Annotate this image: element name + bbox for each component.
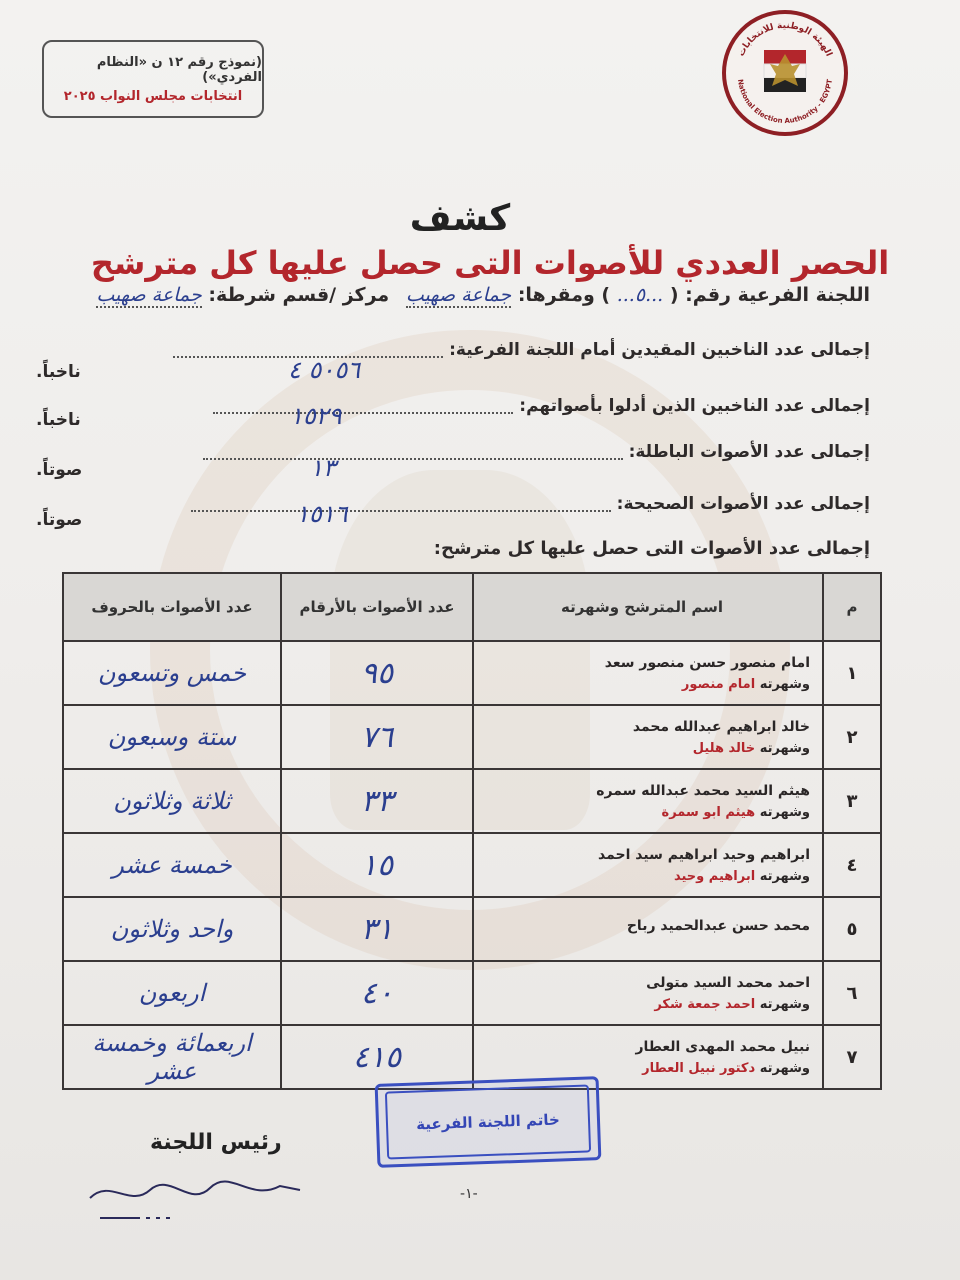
candidate-cell <box>473 769 823 833</box>
candidates-table <box>62 572 882 1090</box>
nea-logo-icon <box>722 10 848 136</box>
votes-words: واحد وثلاثون <box>63 897 281 961</box>
candidate-known-as: وشهرته امام منصور <box>681 676 810 692</box>
total-label: إجمالى عدد الأصوات الصحيحة: <box>616 494 870 514</box>
candidate-cell <box>473 833 823 897</box>
candidate-known-as: وشهرته احمد جمعة شكر <box>654 996 810 1012</box>
committee-stamp <box>375 1076 602 1168</box>
row-num: ٤ <box>823 833 881 897</box>
candidate-cell <box>473 705 823 769</box>
logo-arabic-text: الهيئة الوطنية للانتخابات <box>736 20 834 59</box>
votes-words: خمسة عشر <box>63 833 281 897</box>
table-row <box>63 1025 881 1089</box>
total-label: إجمالى عدد الناخبين المقيدين أمام اللجنة الفرعية: <box>449 340 870 360</box>
committee-line <box>96 284 870 306</box>
table-row <box>63 769 881 833</box>
header-name: اسم المترشح وشهرته <box>473 573 823 641</box>
police-center-label: مركز /قسم شرطة: <box>208 284 390 306</box>
row-num: ٦ <box>823 961 881 1025</box>
candidate-cell <box>473 961 823 1025</box>
candidate-name: خالد ابراهيم عبدالله محمد <box>632 718 810 735</box>
votes-digits: ١٥ <box>281 833 473 897</box>
document-subtitle: الحصر العددي للأصوات التى حصل عليها كل مترشح <box>90 244 890 282</box>
candidate-cell <box>473 897 823 961</box>
candidate-cell <box>473 641 823 705</box>
page-number: -١- <box>460 1186 478 1202</box>
candidate-known-as: وشهرته خالد هليل <box>692 740 810 756</box>
chair-signature-icon <box>80 1168 310 1228</box>
candidate-name: نبيل محمد المهدى العطار <box>635 1038 810 1055</box>
votes-words: ستة وسبعون <box>63 705 281 769</box>
row-num: ٧ <box>823 1025 881 1089</box>
total-value: ٥٠٥٦ ٤ <box>288 356 361 384</box>
votes-digits: ٣١ <box>281 897 473 961</box>
header-num: م <box>823 573 881 641</box>
row-num: ١ <box>823 641 881 705</box>
document-title: كشف <box>409 198 511 239</box>
table-row <box>63 961 881 1025</box>
candidate-name: ابراهيم وحيد ابراهيم سيد احمد <box>598 846 810 863</box>
committee-hq-label: ) ومقرها: <box>517 284 611 306</box>
logo-english-text: National Election Authority - EGYPT <box>736 78 834 126</box>
total-value: ١٥٢٩ <box>290 402 342 430</box>
votes-digits: ٤١٥ <box>281 1025 473 1089</box>
police-center-value: جماعة صهيب <box>96 284 202 306</box>
committee-hq-value: جماعة صهيب <box>405 284 512 306</box>
header-words: عدد الأصوات بالحروف <box>63 573 281 641</box>
votes-words: خمس وتسعون <box>63 641 281 705</box>
committee-chair-label: رئيس اللجنة <box>150 1130 282 1155</box>
total-value: ١٥١٦ <box>296 500 348 528</box>
table-row <box>63 897 881 961</box>
row-num: ٣ <box>823 769 881 833</box>
total-label: إجمالى عدد الناخبين الذين أدلوا بأصواتهم: <box>519 396 870 416</box>
candidate-known-as: وشهرته دكتور نبيل العطار <box>642 1060 810 1076</box>
total-unit: صوتاً. <box>36 510 83 530</box>
votes-digits: ٧٦ <box>281 705 473 769</box>
votes-words: ثلاثة وثلاثون <box>63 769 281 833</box>
row-num: ٢ <box>823 705 881 769</box>
candidates-heading: إجمالى عدد الأصوات التى حصل عليها كل مترشح: <box>433 538 870 559</box>
votes-digits: ٤٠ <box>281 961 473 1025</box>
form-number-label: (نموذج رقم ١٢ ن «النظام الفردي») <box>96 54 262 85</box>
election-name: انتخابات مجلس النواب ٢٠٢٥ <box>63 88 243 104</box>
votes-digits: ٩٥ <box>281 641 473 705</box>
table-row <box>63 641 881 705</box>
table-header-row <box>63 573 881 641</box>
table-row <box>63 705 881 769</box>
table-row <box>63 833 881 897</box>
total-unit: ناخباً. <box>36 362 81 382</box>
header-digits: عدد الأصوات بالأرقام <box>281 573 473 641</box>
total-registered-voters <box>173 340 870 360</box>
total-invalid-votes <box>203 442 870 462</box>
votes-words: اربعون <box>63 961 281 1025</box>
row-num: ٥ <box>823 897 881 961</box>
candidate-name: امام منصور حسن منصور سعد <box>604 654 810 671</box>
candidate-name: هيثم السيد محمد عبدالله سمره <box>596 782 810 799</box>
total-label: إجمالى عدد الأصوات الباطلة: <box>628 442 870 462</box>
candidate-known-as: وشهرته هيثم ابو سمرة <box>661 804 810 820</box>
total-unit: ناخباً. <box>36 410 81 430</box>
candidate-name: محمد حسن عبدالحميد رباح <box>626 918 810 934</box>
total-unit: صوتاً. <box>36 460 83 480</box>
candidate-name: احمد محمد السيد متولى <box>646 974 810 991</box>
candidate-known-as: وشهرته ابراهيم وحيد <box>673 868 810 884</box>
committee-label: اللجنة الفرعية رقم: ( <box>669 284 870 306</box>
total-valid-votes <box>191 494 870 514</box>
form-number-box <box>42 40 264 118</box>
committee-number: ...٥... <box>616 284 664 306</box>
votes-words: اربعمائة وخمسة عشر <box>63 1025 281 1089</box>
total-value: ١٣ <box>310 454 336 482</box>
votes-digits: ٣٣ <box>281 769 473 833</box>
stamp-text: خاتم اللجنة الفرعية <box>385 1084 591 1159</box>
